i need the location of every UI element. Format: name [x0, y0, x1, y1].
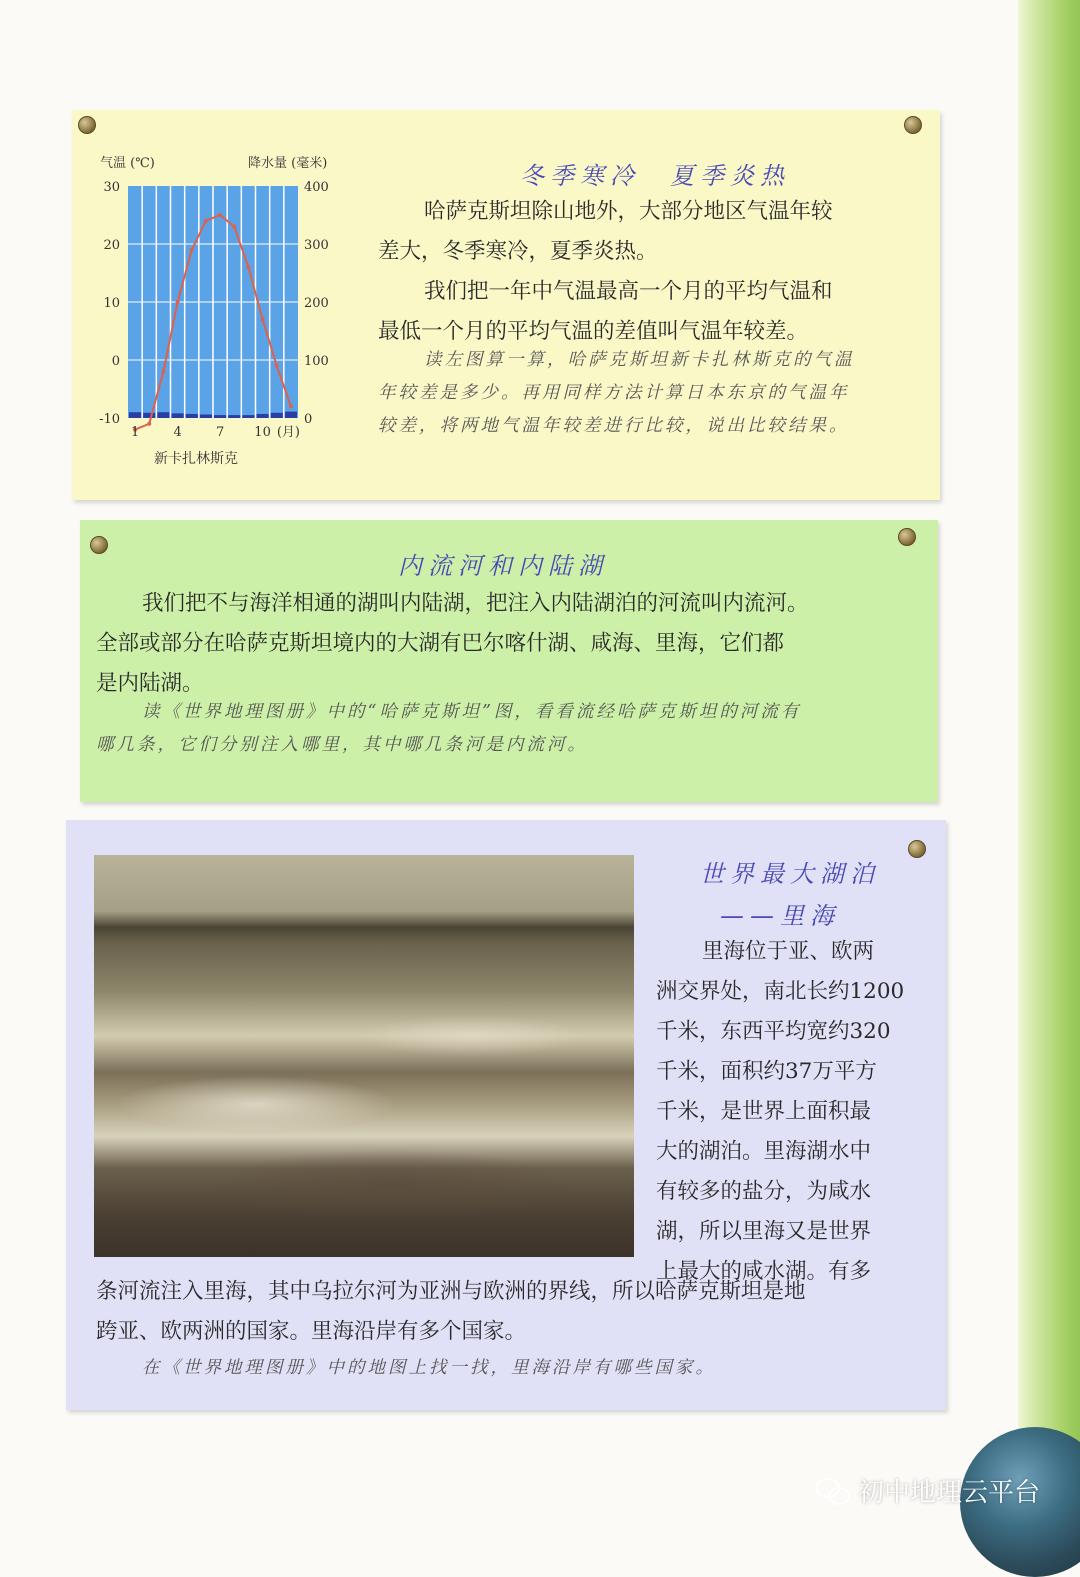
precipitation-bar [242, 415, 254, 418]
x-tick-label: 4 [173, 425, 182, 440]
card3-side-paragraph [656, 932, 926, 1292]
x-tick-label: 1 [130, 425, 140, 440]
right-tick-label: 300 [304, 238, 329, 253]
x-tick-label: 10 [254, 425, 271, 440]
pin-icon [898, 528, 916, 546]
card3-bottom-paragraph [96, 1272, 936, 1352]
card3-title: 世界最大湖泊 [700, 860, 880, 888]
left-tick-label: 20 [103, 238, 120, 253]
text-line: 年较差是多少。再用同样方法计算日本东京的气温年 [378, 383, 850, 403]
text-line: 在《世界地理图册》中的地图上找一找，里海沿岸有哪些国家。 [142, 1358, 716, 1378]
precipitation-bar [157, 412, 169, 418]
right-tick-label: 100 [304, 354, 329, 369]
wechat-icon [816, 1478, 850, 1504]
card1-title: 冬季寒冷 夏季炎热 [520, 162, 790, 190]
page-edge-stripe [1018, 0, 1080, 1537]
precipitation-bar [228, 415, 240, 418]
left-tick-label: 10 [103, 296, 120, 311]
left-tick-label: 0 [111, 354, 120, 369]
precipitation-bar [186, 414, 198, 418]
text-line: 哈萨克斯坦除山地外，大部分地区气温年较 [424, 199, 833, 224]
text-line: 是内陆湖。 [96, 671, 204, 696]
text-line-content: 千米，面积约37万平方 [656, 1059, 877, 1084]
text-line: 跨亚、欧两洲的国家。里海沿岸有多个国家。 [96, 1319, 527, 1344]
card2-title: 内流河和内陆湖 [398, 552, 608, 580]
right-axis-title: 降水量 (毫米) [248, 156, 328, 171]
temperature-point [147, 422, 151, 426]
temperature-point [218, 213, 222, 217]
precipitation-bar [172, 413, 184, 418]
text-line: 我们把一年中气温最高一个月的平均气温和 [424, 279, 833, 304]
text-line [656, 972, 926, 1012]
pin-icon [904, 116, 922, 134]
precipitation-bar [271, 413, 283, 418]
right-tick-label: 200 [304, 296, 329, 311]
text-line [656, 1172, 926, 1212]
text-line: 条河流注入里海，其中乌拉尔河为亚洲与欧洲的界线，所以哈萨克斯坦是地 [96, 1279, 806, 1304]
card2-paragraph [96, 584, 926, 704]
card3-task [96, 1352, 936, 1385]
temperature-point [246, 265, 250, 269]
temperature-point [232, 225, 236, 229]
precipitation-bar [200, 415, 212, 418]
left-axis-title: 气温 (℃) [100, 156, 155, 171]
precipitation-bar [214, 415, 226, 418]
x-unit-label: (月) [276, 425, 300, 440]
text-line [656, 1132, 926, 1172]
precipitation-bar [143, 413, 155, 418]
text-line-content: 湖，所以里海又是世界 [656, 1219, 872, 1244]
pin-icon [90, 536, 108, 554]
temperature-point [176, 300, 180, 304]
text-line-content: 上最大的咸水湖。有多 [656, 1259, 872, 1284]
right-tick-label: 0 [304, 412, 313, 427]
precipitation-bar [257, 414, 269, 418]
text-line: 哪几条，它们分别注入哪里，其中哪几条河是内流河。 [96, 735, 588, 755]
text-line-content: 千米，是世界上面积最 [656, 1099, 872, 1124]
precipitation-bar [129, 412, 141, 418]
climate-chart [92, 148, 332, 473]
text-line: 读《世界地理图册》中的“哈萨克斯坦”图，看看流经哈萨克斯坦的河流有 [142, 702, 802, 722]
text-line-content: 里海位于亚、欧两 [702, 939, 875, 964]
temperature-point [190, 248, 194, 252]
text-line [656, 1092, 926, 1132]
text-line [656, 1212, 926, 1252]
pin-icon [908, 840, 926, 858]
text-line [656, 1012, 926, 1052]
text-line [656, 932, 926, 972]
text-line: 我们把不与海洋相通的湖叫内陆湖，把注入内陆湖泊的河流叫内流河。 [142, 591, 809, 616]
chart-plot [92, 148, 332, 473]
text-line-content: 洲交界处，南北长约1200 [656, 979, 905, 1004]
chart-caption: 新卡扎林斯克 [154, 451, 238, 467]
left-tick-label: 30 [103, 180, 120, 195]
watermark [816, 1472, 1040, 1509]
card2-task [96, 696, 926, 762]
temperature-point [289, 404, 293, 408]
temperature-point [161, 370, 165, 374]
card3-subtitle: ——里海 [720, 902, 840, 930]
watermark-text: 初中地理云平台 [857, 1478, 1040, 1508]
temperature-point [261, 317, 265, 321]
text-line: 差大，冬季寒冷，夏季炎热。 [378, 239, 658, 264]
temperature-point [204, 219, 208, 223]
precipitation-bar [285, 412, 297, 418]
text-line-content: 大的湖泊。里海湖水中 [656, 1139, 872, 1164]
x-tick-label: 7 [215, 425, 225, 440]
pin-icon [78, 116, 96, 134]
left-tick-label: -10 [99, 412, 120, 427]
text-line: 最低一个月的平均气温的差值叫气温年较差。 [378, 319, 809, 344]
text-line-content: 有较多的盐分，为咸水 [656, 1179, 872, 1204]
text-line: 读左图算一算，哈萨克斯坦新卡扎林斯克的气温 [424, 350, 855, 370]
right-tick-label: 400 [304, 180, 329, 195]
temperature-point [275, 364, 279, 368]
caspian-sea-photo [94, 855, 634, 1257]
card1-task [378, 344, 918, 443]
text-line: 全部或部分在哈萨克斯坦境内的大湖有巴尔喀什湖、咸海、里海，它们都 [96, 631, 785, 656]
text-line-content: 千米，东西平均宽约320 [656, 1019, 891, 1044]
card1-paragraph [378, 192, 918, 352]
text-line: 较差，将两地气温年较差进行比较，说出比较结果。 [378, 416, 850, 436]
text-line [656, 1052, 926, 1092]
